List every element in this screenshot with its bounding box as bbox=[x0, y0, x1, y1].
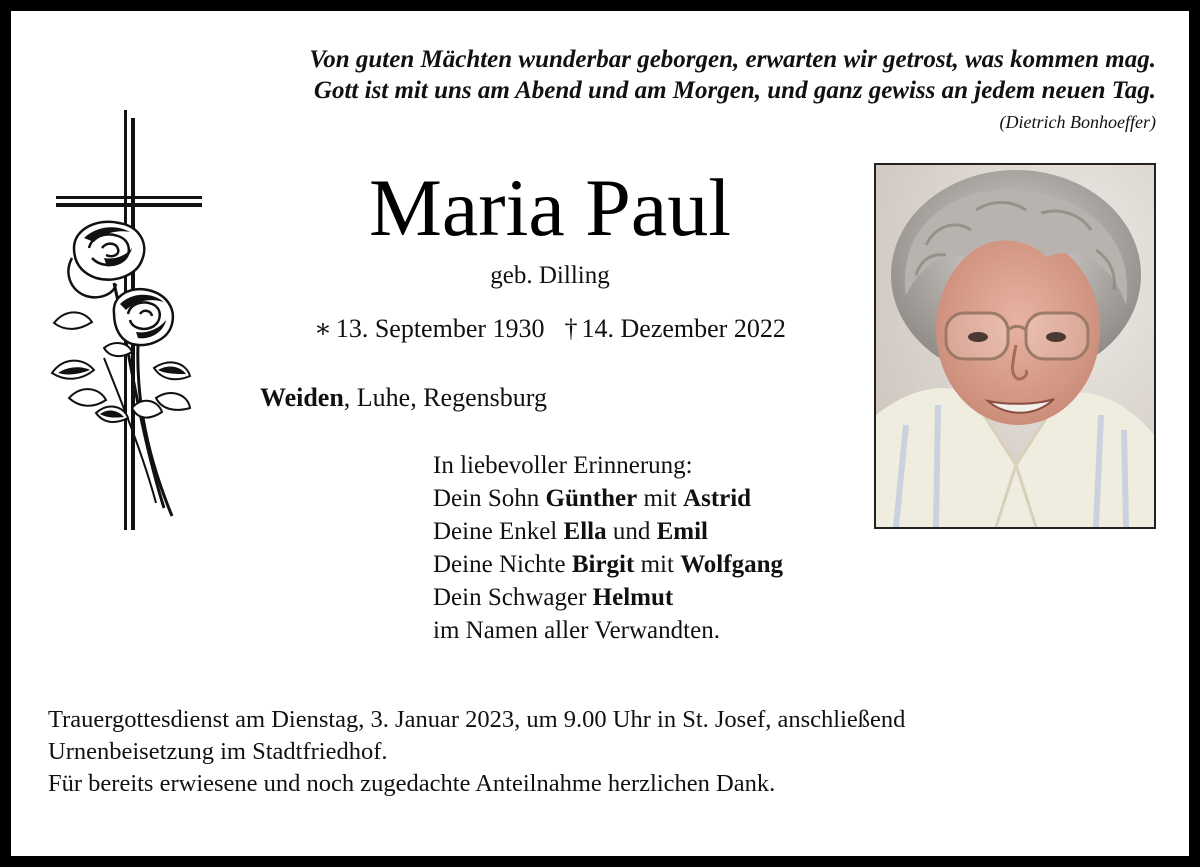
mourner-line bbox=[433, 515, 783, 548]
death-cross-icon: † bbox=[564, 314, 578, 343]
mourner-name: Helmut bbox=[592, 584, 674, 611]
place-rest: , Luhe, Regensburg bbox=[343, 383, 547, 412]
places bbox=[260, 383, 547, 413]
mourner-name: Ella bbox=[563, 518, 607, 545]
mourners-intro: In liebevoller Erinnerung: bbox=[433, 452, 693, 479]
quote-source: (Dietrich Bonhoeffer) bbox=[999, 112, 1156, 132]
mourner-relation: Deine Nichte bbox=[433, 551, 572, 578]
mourner-name: Astrid bbox=[683, 485, 752, 512]
quote-line-2: Gott ist mit uns am Abend und am Morgen, und ganz gewiss an jedem neuen Tag. bbox=[313, 77, 1156, 104]
mourner-name: Birgit bbox=[571, 551, 635, 578]
mourner-relation: Dein Sohn bbox=[433, 485, 546, 512]
service-line-2: Urnenbeisetzung im Stadtfriedhof. bbox=[48, 738, 388, 765]
mourner-conjunction: mit bbox=[634, 551, 681, 578]
mourners-block bbox=[433, 449, 783, 647]
birth-date: 13. September 1930 bbox=[335, 314, 545, 343]
quote-line-1: Von guten Mächten wunderbar geborgen, erwarten wir getrost, was kommen mag. bbox=[309, 46, 1156, 73]
mourner-relation: Dein Schwager bbox=[433, 584, 593, 611]
thanks-line: Für bereits erwiesene und noch zugedachte Anteilnahme herzlichen Dank. bbox=[48, 770, 776, 797]
mourner-line bbox=[433, 548, 783, 581]
mourner-conjunction: und bbox=[606, 518, 657, 545]
mourner-name: Emil bbox=[656, 518, 708, 545]
birth-star-icon: ∗ bbox=[314, 314, 332, 343]
mourner-name: Günther bbox=[545, 485, 638, 512]
mourner-line bbox=[433, 482, 783, 515]
death-date: 14. Dezember 2022 bbox=[581, 314, 786, 343]
mourners-closing: im Namen aller Verwandten. bbox=[433, 617, 720, 644]
deceased-name: Maria Paul bbox=[368, 162, 732, 253]
service-info bbox=[48, 704, 905, 800]
portrait-illustration bbox=[876, 165, 1154, 527]
place-main: Weiden bbox=[260, 383, 344, 412]
service-line-1: Trauergottesdienst am Dienstag, 3. Januar 2023, um 9.00 Uhr in St. Josef, anschließend bbox=[48, 706, 906, 733]
mourner-name: Wolfgang bbox=[680, 551, 783, 578]
mourner-conjunction: mit bbox=[637, 485, 684, 512]
maiden-name: geb. Dilling bbox=[490, 262, 610, 289]
bonhoeffer-quote bbox=[309, 44, 1156, 106]
portrait-photo bbox=[874, 163, 1156, 529]
mourner-line bbox=[433, 581, 783, 614]
mourner-relation: Deine Enkel bbox=[433, 518, 564, 545]
